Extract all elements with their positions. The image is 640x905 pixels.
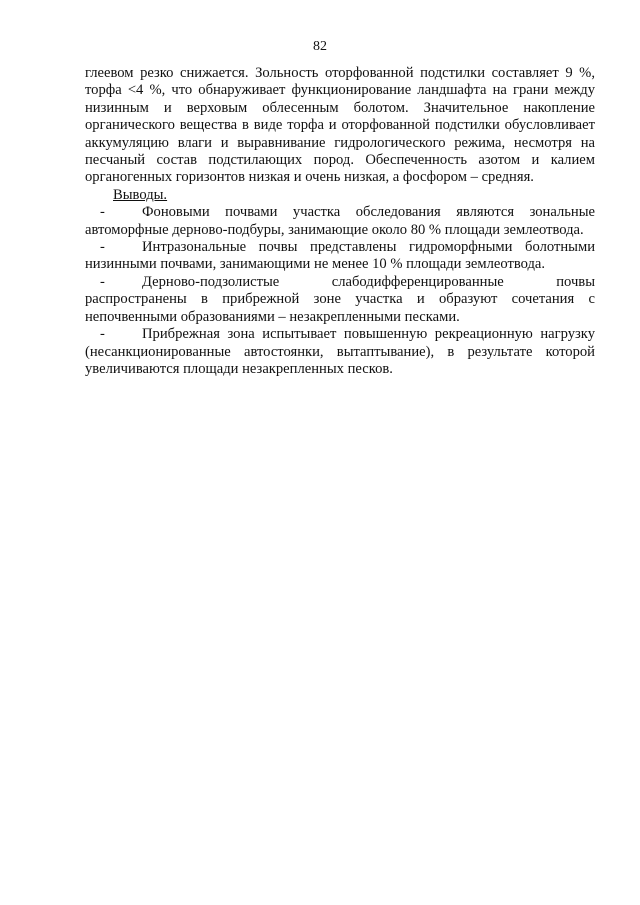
text-line: непочвенными образованиями – незакрепленными песками. bbox=[85, 308, 460, 325]
text-line: торфа <4 %, что обнаруживает функционирование ландшафта на грани между bbox=[85, 82, 595, 99]
item-first-line bbox=[85, 239, 595, 256]
list-dash: - bbox=[100, 204, 105, 221]
item-text: Фоновыми почвами участка обследования являются зональные bbox=[142, 204, 595, 221]
text-line: глеевом резко снижается. Зольность оторфованной подстилки составляет 9 %, bbox=[85, 65, 595, 81]
conclusion-item-4 bbox=[85, 326, 595, 378]
text-line: низинным и верховым облесенным болотом. Значительное накопление bbox=[85, 99, 595, 116]
text-line: автоморфные дерново-подбуры, занимающие около 80 % площади землеотвода. bbox=[85, 221, 584, 238]
text-line: органического вещества в виде торфа и оторфованной подстилки обусловливает bbox=[85, 117, 595, 134]
item-first-line bbox=[85, 326, 595, 343]
text-line: органогенных горизонтов низкая и очень низкая, а фосфором – средняя. bbox=[85, 169, 534, 186]
item-text: Интразональные почвы представлены гидроморфными болотными bbox=[142, 239, 595, 256]
intro-paragraph bbox=[85, 65, 595, 187]
text-line: песчаный состав подстилающих пород. Обеспеченность азотом и калием bbox=[85, 152, 595, 169]
text-line: увеличиваются площади незакрепленных песков. bbox=[85, 360, 393, 377]
list-dash: - bbox=[100, 326, 105, 343]
text-line: распространены в прибрежной зоне участка и образуют сочетания с bbox=[85, 291, 595, 308]
conclusion-item-2 bbox=[85, 239, 595, 274]
text-line: низинными почвами, занимающими не менее 10 % площади землеотвода. bbox=[85, 256, 546, 273]
page-number: 82 bbox=[313, 39, 327, 54]
text-line: аккумуляцию влаги и выравнивание гидрологического режима, несмотря на bbox=[85, 134, 595, 151]
list-dash: - bbox=[100, 273, 105, 290]
conclusion-item-1 bbox=[85, 204, 595, 239]
list-dash: - bbox=[100, 239, 105, 256]
item-text: Дерново-подзолистые слабодифференцированные почвы bbox=[142, 273, 595, 290]
text-line: (несанкционированные автостоянки, вытаптывание), в результате которой bbox=[85, 343, 595, 360]
item-first-line bbox=[85, 204, 595, 221]
item-text: Прибрежная зона испытывает повышенную рекреационную нагрузку bbox=[142, 326, 595, 343]
page-body bbox=[85, 65, 595, 378]
item-first-line bbox=[85, 274, 595, 291]
conclusion-item-3 bbox=[85, 274, 595, 326]
conclusions-heading: Выводы. bbox=[113, 186, 168, 203]
